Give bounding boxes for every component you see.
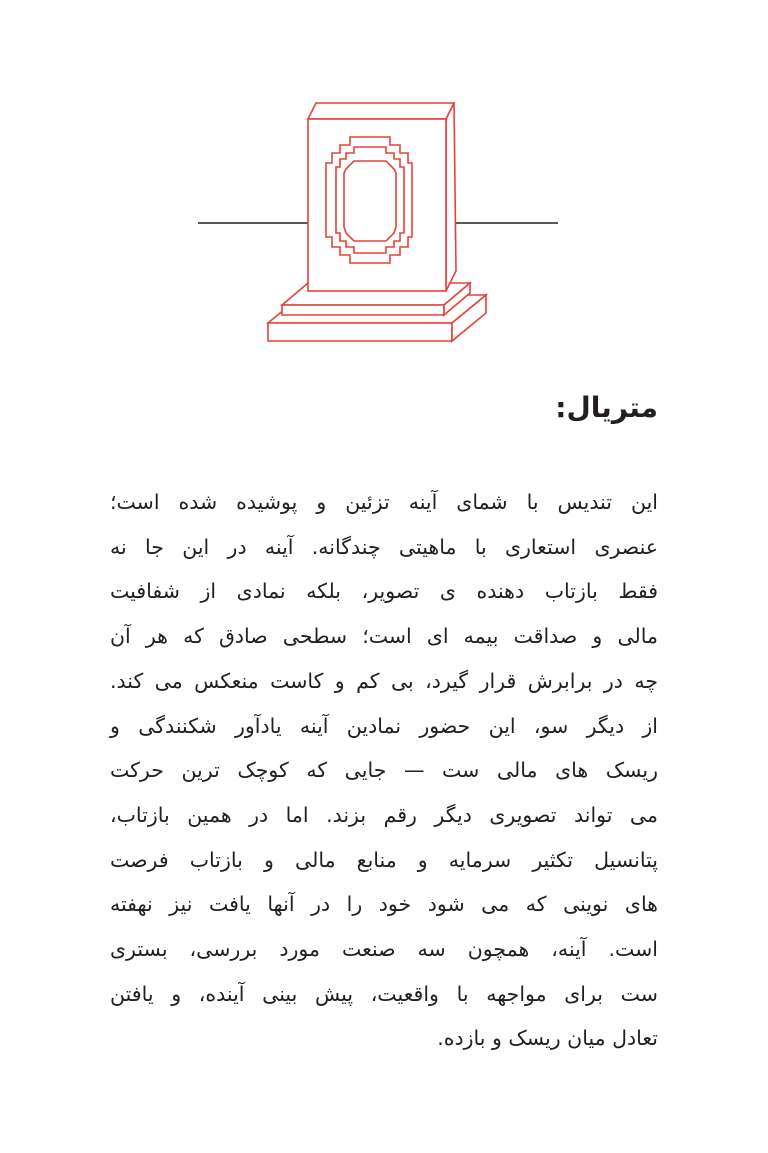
slab-side — [446, 103, 456, 291]
mirror-pedestal-illustration — [190, 95, 570, 355]
description-paragraph — [110, 480, 658, 1061]
base-bottom-front — [268, 323, 452, 341]
base-middle-front — [282, 305, 444, 315]
paragraph-line: چه در برابرش قرار گیرد، بی کم و کاست منعکس می کند. — [110, 668, 658, 693]
paragraph-line: می تواند تصویری دیگر رقم بزند. اما در همین بازتاب، — [110, 802, 658, 827]
paragraph-line: فقط بازتاب دهنده ی تصویر، بلکه نمادی از شفافیت — [110, 579, 658, 604]
paragraph-line: ست برای مواجهه با واقعیت، پیش بینی آینده، و یافتن — [110, 981, 658, 1006]
paragraph-line: مالی و صداقت بیمه ای است؛ سطحی صادق که هر آن — [110, 624, 658, 649]
section-heading: متریال: — [555, 391, 658, 424]
paragraph-line: های نوینی که می شود خود را در آنها یافت نیز نهفته — [110, 892, 658, 917]
mirror-on-pedestal-icon — [190, 95, 570, 355]
paragraph-line: از دیگر سو، این حضور نمادین آینه یادآور شکنندگی و — [110, 713, 658, 738]
paragraph-line: است. آینه، همچون سه صنعت مورد بررسی، بستری — [110, 937, 658, 962]
mirror-glass — [344, 161, 396, 241]
paragraph-line: ریسک های مالی ست — جایی که کوچک ترین حرکت — [110, 758, 658, 783]
paragraph-line: عنصری استعاری با ماهیتی چندگانه. آینه در این جا نه — [110, 534, 658, 559]
paragraph-line: پتانسیل تکثیر سرمایه و منابع مالی و بازتاب فرصت — [110, 847, 658, 872]
pedestal-drawing — [268, 103, 486, 341]
paragraph-line: این تندیس با شمای آینه تزئین و پوشیده شده است؛ — [110, 490, 658, 514]
slab-top — [308, 103, 454, 119]
paragraph-line: تعادل میان ریسک و بازده. — [437, 1026, 658, 1051]
